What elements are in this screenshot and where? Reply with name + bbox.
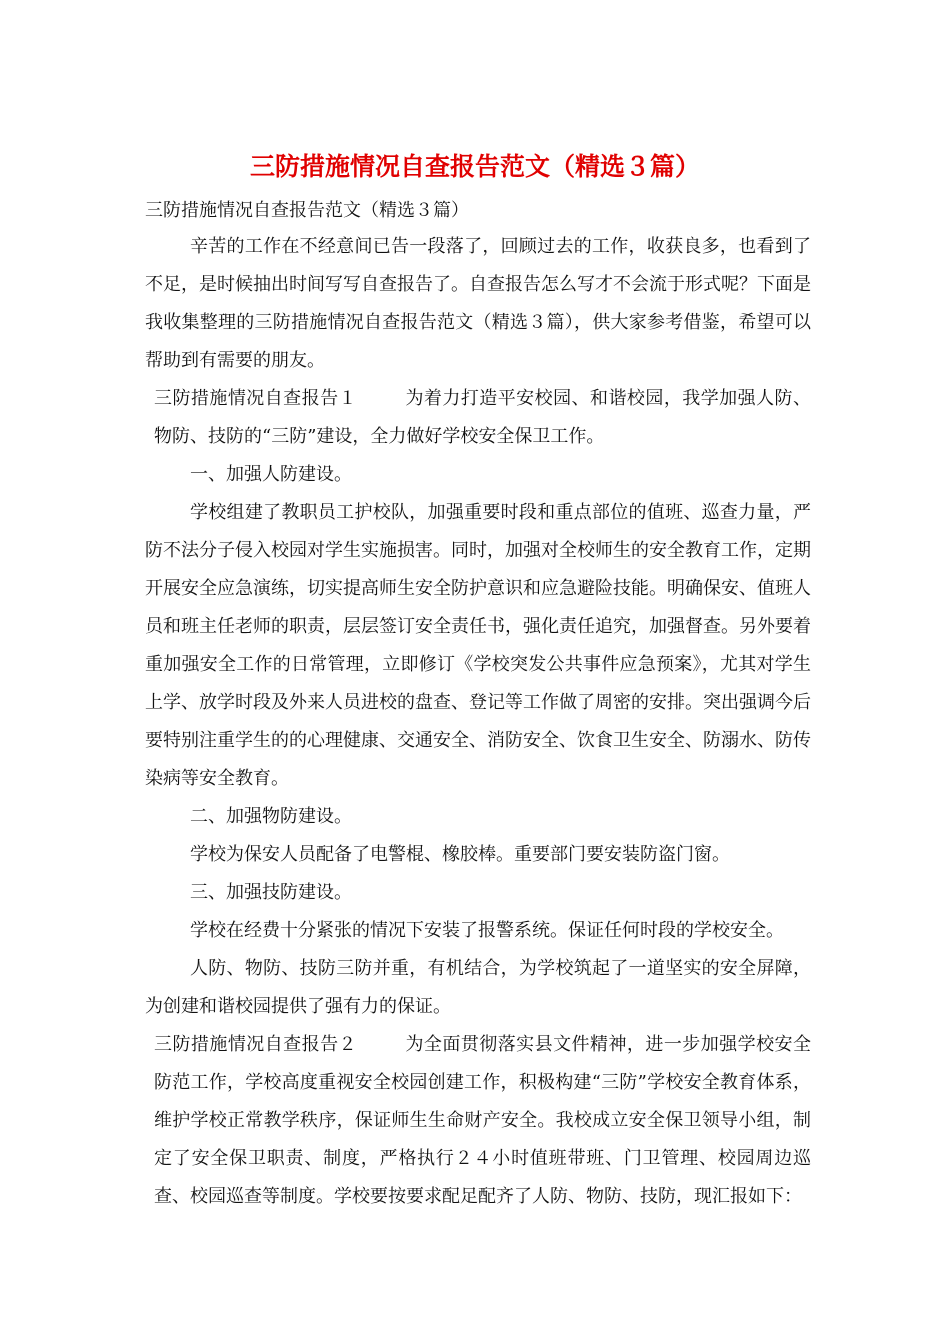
section-1-title: 一、加强人防建设。 — [190, 464, 352, 485]
section-3-title: 三、加强技防建设。 — [190, 882, 352, 903]
document-subtitle: 三防措施情况自查报告范文（精选３篇） — [145, 200, 469, 221]
section-3-body: 学校在经费十分紧张的情况下安装了报警系统。保证任何时段的学校安全。 — [190, 920, 784, 941]
report-1-lead-paragraph — [145, 380, 811, 456]
report-1-lead: 为着力打造平安校园、和谐校园，我学加强人防、物防、技防的“三防”建设，全力做好学校安全保卫工作。 — [154, 388, 811, 447]
report-2-heading: 三防措施情况自查报告２ — [154, 1034, 357, 1055]
section-2-title: 二、加强物防建设。 — [190, 806, 352, 827]
report-1-heading: 三防措施情况自查报告１ — [154, 388, 357, 409]
report-2-lead-paragraph — [145, 1026, 811, 1216]
report-1-conclusion: 人防、物防、技防三防并重，有机结合，为学校筑起了一道坚实的安全屏障，为创建和谐校园提供了强有力的保证。 — [145, 958, 811, 1017]
report-2-lead: 为全面贯彻落实县文件精神，进一步加强学校安全防范工作，学校高度重视安全校园创建工作，积极构建“三防”学校安全教育体系，维护学校正常教学秩序，保证师生生命财产安全。我校成立安全保卫领导小组，制定了安全保卫职责、制度，严格执行２４小时值班带班、门卫管理、校园周边巡查、校园巡查等制度。学校要按要求配足配齐了人防、物防、技防，现汇报如下： — [154, 1034, 811, 1207]
document-body — [145, 228, 811, 1216]
section-2-body: 学校为保安人员配备了电警棍、橡胶棒。重要部门要安装防盗门窗。 — [190, 844, 730, 865]
intro-paragraph: 辛苦的工作在不经意间已告一段落了，回顾过去的工作，收获良多，也看到了不足，是时候抽出时间写写自查报告了。自查报告怎么写才不会流于形式呢？下面是我收集整理的三防措施情况自查报告范文（精选３篇），供大家参考借鉴，希望可以帮助到有需要的朋友。 — [145, 236, 811, 371]
document-title: 三防措施情况自查报告范文（精选３篇） — [249, 152, 700, 181]
section-1-body: 学校组建了教职员工护校队，加强重要时段和重点部位的值班、巡查力量，严防不法分子侵入校园对学生实施损害。同时，加强对全校师生的安全教育工作，定期开展安全应急演练，切实提高师生安全防护意识和应急避险技能。明确保安、值班人员和班主任老师的职责，层层签订安全责任书，强化责任追究，加强督查。另外要着重加强安全工作的日常管理，立即修订《学校突发公共事件应急预案》，尤其对学生上学、放学时段及外来人员进校的盘查、登记等工作做了周密的安排。突出强调今后要特别注重学生的的心理健康、交通安全、消防安全、饮食卫生安全、防溺水、防传染病等安全教育。 — [145, 502, 811, 789]
